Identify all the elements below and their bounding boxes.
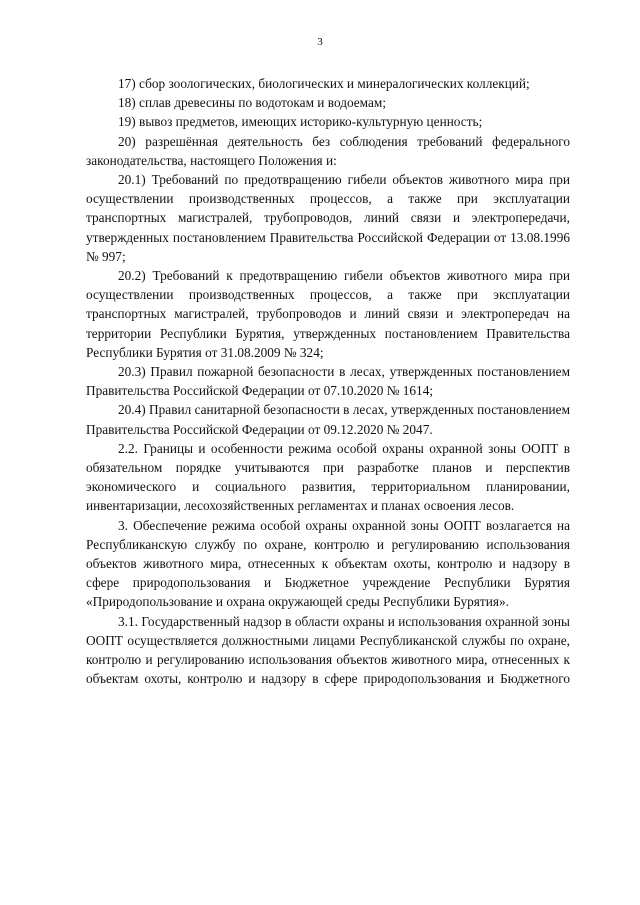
paragraph-20-3: 20.3) Правил пожарной безопасности в лесах, утвержденных постановлением Правительства Российской Федерации от 07.10.2020 № 1614; <box>86 364 570 399</box>
paragraph-2-2: 2.2. Границы и особенности режима особой охраны охранной зоны ООПТ в обязательном порядке учитываются при разработке планов и перспектив экономического и социального развития, территориальном планировании, инвентаризации, лесохозяйственных регламентах и планах освоения лесов. <box>86 440 570 514</box>
paragraph-3: 3. Обеспечение режима особой охраны охранной зоны ООПТ возлагается на Республиканскую службу по охране, контролю и регулированию использования объектов животного мира, отнесенных к объектам охоты, контролю и надзору в сфере природопользования и Бюджетное учреждение Республики Бурятия «Природопользование и охрана окружающей среды Республики Бурятия». <box>86 517 570 610</box>
paragraph-19: 19) вывоз предметов, имеющих историко-культурную ценность; <box>118 114 483 130</box>
paragraph-18: 18) сплав древесины по водотокам и водоемам; <box>118 95 387 111</box>
page-number: 3 <box>317 36 323 48</box>
paragraph-3-1: 3.1. Государственный надзор в области охраны и использования охранной зоны ООПТ осуществляется должностными лицами Республиканской службы по охране, контролю и регулированию использования объектов животного мира, отнесенных к объектам охоты, контролю и надзору в сфере природопользования и Бюджетного <box>86 613 570 687</box>
paragraph-20: 20) разрешённая деятельность без соблюдения требований федерального законодательства, настоящего Положения и: <box>86 133 570 168</box>
paragraph-20-1: 20.1) Требований по предотвращению гибели объектов животного мира при осуществлении производственных процессов, а также при эксплуатации транспортных магистралей, трубопроводов, линий связи и электропередачи, утвержденных постановлением Правительства Российской Федерации от 13.08.1996 № 997; <box>86 172 570 264</box>
paragraph-20-2: 20.2) Требований к предотвращению гибели объектов животного мира при осуществлении производственных процессов, а также при эксплуатации транспортных магистралей, трубопроводов и линий связи и электропередач на территории Республики Бурятия, утвержденных постановлением Правительства Республики Бурятия от 31.08.2009 № 324; <box>86 268 570 360</box>
document-body <box>86 74 570 689</box>
paragraph-17: 17) сбор зоологических, биологических и минералогических коллекций; <box>118 76 530 91</box>
paragraph-20-4: 20.4) Правил санитарной безопасности в лесах, утвержденных постановлением Правительства Российской Федерации от 09.12.2020 № 2047. <box>86 402 570 437</box>
